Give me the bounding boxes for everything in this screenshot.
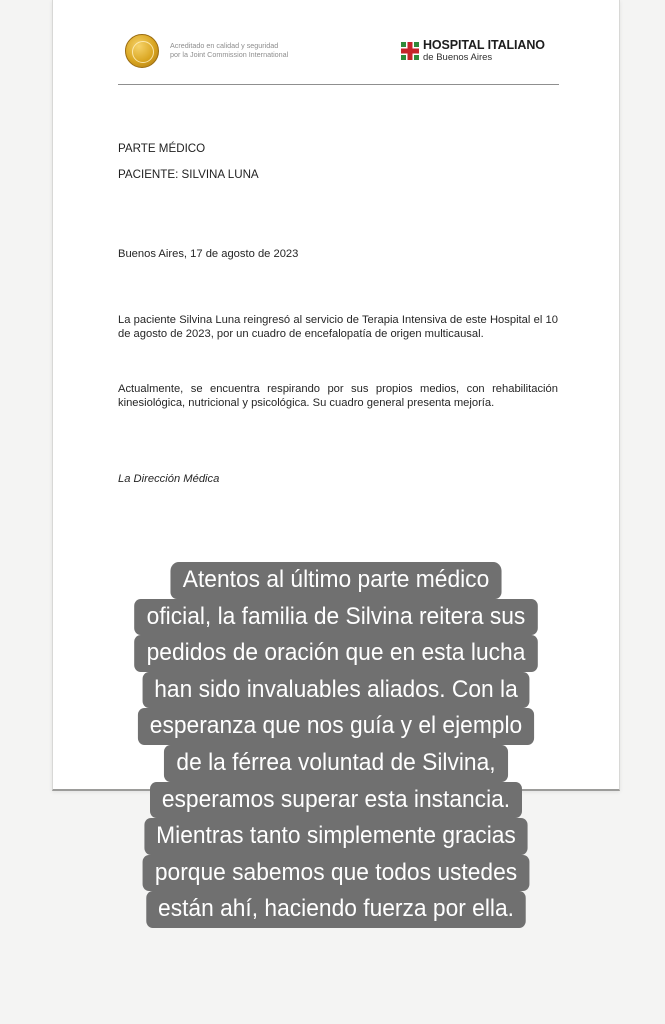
caption-line: de la férrea voluntad de Silvina, [133,745,538,782]
caption-line: esperanza que nos guía y el ejemplo [133,708,538,745]
caption-line: porque sabemos que todos ustedes [133,855,538,892]
story-caption [133,562,538,928]
hospital-name: HOSPITAL ITALIANO [423,38,545,52]
caption-line: esperamos superar esta instancia. [133,782,538,819]
caption-line: Atentos al último parte médico [133,562,538,599]
signature: La Dirección Médica [118,473,220,485]
accreditation-text [170,41,310,59]
caption-line: oficial, la familia de Silvina reitera sus [133,599,538,636]
hospital-subtitle: de Buenos Aires [423,52,493,63]
paragraph-1: La paciente Silvina Luna reingresó al servicio de Terapia Intensiva de este Hospital el 10 de agosto de 2023, por un cuadro de encefalopatía de origen multicausal. [118,314,558,340]
header-divider [118,84,559,85]
accreditation-line-1: Acreditado en calidad y seguridad [170,41,279,50]
patient-line: PACIENTE: SILVINA LUNA [118,168,259,181]
caption-line: Mientras tanto simplemente gracias [133,818,538,855]
hospital-cross-logo-icon [400,41,420,61]
caption-line: han sido invaluables aliados. Con la [133,672,538,709]
caption-line: pedidos de oración que en esta lucha [133,635,538,672]
paragraph-2: Actualmente, se encuentra respirando por sus propios medios, con rehabilitación kinesiológica, nutricional y psicológica. Su cuadro general presenta mejoría. [118,383,558,409]
place-date: Buenos Aires, 17 de agosto de 2023 [118,248,299,260]
accreditation-seal-icon [125,34,159,68]
document-title: PARTE MÉDICO [118,142,206,155]
caption-line: están ahí, haciendo fuerza por ella. [133,891,538,928]
accreditation-line-2: por la Joint Commission International [170,50,289,59]
